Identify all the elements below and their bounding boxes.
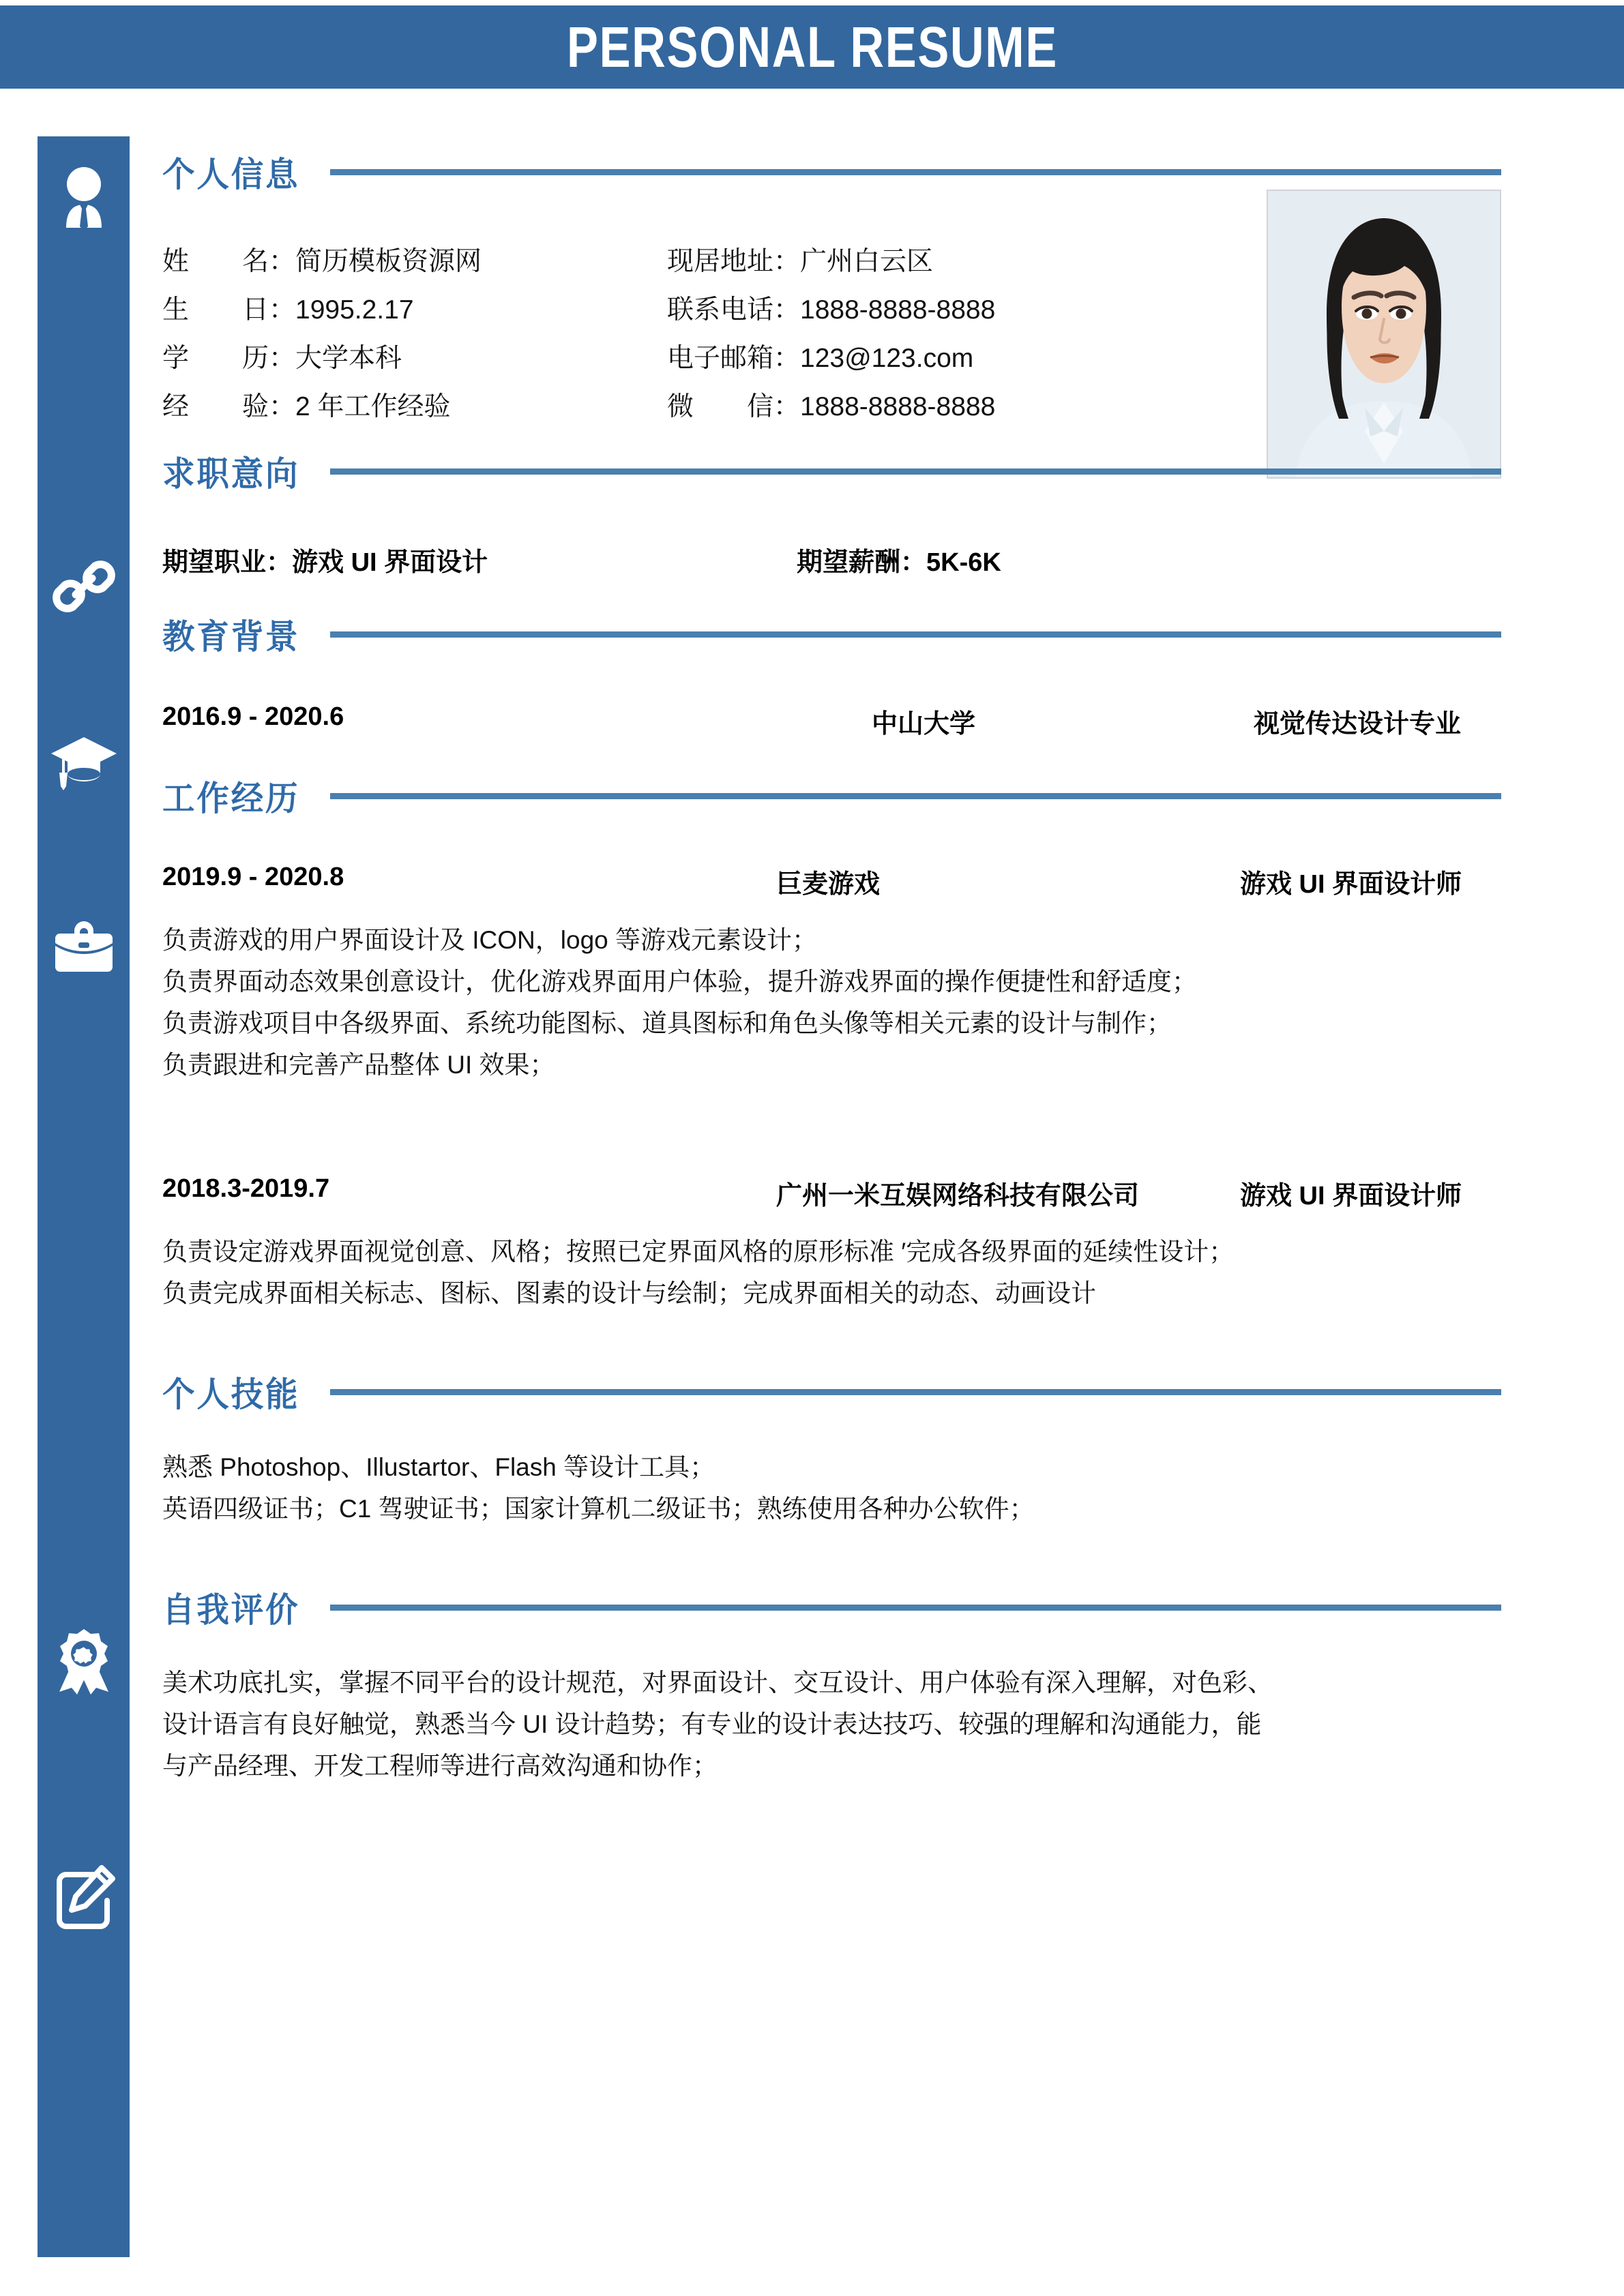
info-field-email — [667, 337, 973, 375]
work-duty: 负责界面动态效果创意设计，优化游戏界面用户体验，提升游戏界面的操作便捷性和舒适度； — [162, 968, 1197, 996]
info-label: 生 日： — [162, 295, 296, 325]
spacer — [130, 1077, 1624, 1143]
expected-position-label: 期望职业： — [162, 548, 293, 577]
info-value: 1888-8888-8888 — [800, 391, 996, 421]
info-field-birthday — [162, 288, 667, 327]
skill-item: 英语四级证书；C1 驾驶证书；国家计算机二级证书；熟练使用各种办公软件； — [162, 1495, 1035, 1523]
work-duty: 负责完成界面相关标志、图标、图素的设计与绘制；完成界面相关的动态、动画设计 — [162, 1279, 1096, 1307]
expected-position-value: 游戏 UI 界面设计 — [292, 548, 488, 577]
graduation-cap-icon — [38, 719, 130, 801]
personal-info-block — [130, 207, 1624, 436]
expected-salary — [797, 541, 1001, 578]
info-field-wechat — [667, 385, 995, 423]
info-value: 2 年工作经验 — [295, 391, 451, 421]
education-entry — [130, 670, 1624, 740]
info-value: 123@123.com — [800, 343, 974, 373]
section-rule — [330, 793, 1501, 799]
section-header-personal-skills — [130, 1356, 1624, 1427]
info-field-address — [667, 240, 933, 278]
info-field-education — [162, 337, 667, 375]
section-header-work-experience — [130, 760, 1624, 831]
work-role: 游戏 UI 界面设计师 — [1240, 870, 1462, 899]
self-evaluation-line: 与产品经理、开发工程师等进行高效沟通和协作； — [162, 1752, 718, 1780]
spacer — [130, 740, 1624, 760]
edit-pencil-icon — [38, 1858, 130, 1940]
resume-content — [130, 136, 1624, 1778]
spacer — [130, 578, 1624, 599]
section-title-work-experience: 工作经历 — [162, 779, 300, 818]
info-label: 经 验： — [162, 391, 296, 421]
work-date: 2019.9 - 2020.8 — [162, 863, 344, 891]
info-label: 电子邮箱： — [667, 343, 801, 373]
work-duty: 负责游戏的用户界面设计及 ICON，logo 等游戏元素设计； — [162, 926, 818, 954]
work-date: 2018.3-2019.7 — [162, 1174, 330, 1203]
skill-item: 熟悉 Photoshop、Illustartor、Flash 等设计工具； — [162, 1453, 715, 1481]
section-header-job-intention — [130, 436, 1624, 507]
link-chain-icon — [38, 546, 130, 627]
education-school: 中山大学 — [872, 710, 976, 739]
info-value: 广州白云区 — [800, 246, 934, 276]
section-rule — [330, 468, 1501, 475]
info-label: 现居地址： — [667, 246, 801, 276]
info-label: 姓 名： — [162, 246, 296, 276]
spacer — [130, 1521, 1624, 1572]
expected-position — [162, 541, 797, 578]
briefcase-icon — [38, 904, 130, 985]
work-entry-header — [130, 1143, 1624, 1212]
work-duty: 负责跟进和完善产品整体 UI 效果； — [162, 1051, 555, 1079]
person-tie-icon — [38, 158, 130, 240]
info-value: 1995.2.17 — [295, 295, 414, 325]
section-rule — [330, 169, 1501, 175]
info-label: 微 信： — [667, 391, 801, 421]
work-entry-header — [130, 831, 1624, 900]
work-company: 巨麦游戏 — [776, 870, 881, 899]
job-intention-row — [130, 507, 1624, 578]
spacer — [130, 1306, 1624, 1356]
info-value: 1888-8888-8888 — [800, 295, 996, 325]
education-major: 视觉传达设计专业 — [1254, 710, 1462, 739]
section-header-education — [130, 599, 1624, 670]
section-title-personal-skills: 个人技能 — [162, 1375, 300, 1414]
section-title-job-intention: 求职意向 — [162, 455, 300, 493]
info-field-phone — [667, 288, 995, 327]
header-banner — [0, 5, 1624, 89]
work-duty: 负责游戏项目中各级界面、系统功能图标、道具图标和角色头像等相关元素的设计与制作； — [162, 1009, 1172, 1037]
page-title: PERSONAL RESUME — [566, 15, 1058, 79]
section-rule — [330, 631, 1501, 638]
self-evaluation-line: 美术功底扎实，掌握不同平台的设计规范，对界面设计、交互设计、用户体验有深入理解，对色彩、 — [162, 1669, 1273, 1697]
section-header-self-evaluation — [130, 1572, 1624, 1643]
work-duty: 负责设定游戏界面视觉创意、风格；按照已定界面风格的原形标准 ′完成各级界面的延续性设计； — [162, 1238, 1235, 1266]
info-label: 联系电话： — [667, 295, 801, 325]
section-rule — [330, 1389, 1501, 1395]
expected-salary-value: 5K-6K — [926, 548, 1001, 577]
info-field-name — [162, 240, 667, 278]
section-rule — [330, 1605, 1501, 1611]
work-role: 游戏 UI 界面设计师 — [1240, 1182, 1462, 1210]
education-date: 2016.9 - 2020.6 — [162, 702, 344, 731]
expected-salary-label: 期望薪酬： — [797, 548, 927, 577]
section-title-self-evaluation: 自我评价 — [162, 1591, 300, 1629]
info-value: 大学本科 — [295, 343, 402, 373]
info-label: 学 历： — [162, 343, 296, 373]
work-company: 广州一米互娱网络科技有限公司 — [776, 1182, 1140, 1210]
award-ribbon-icon — [38, 1620, 130, 1701]
info-field-experience — [162, 385, 667, 423]
section-title-personal-info: 个人信息 — [162, 155, 300, 194]
self-evaluation-line: 设计语言有良好触觉，熟悉当今 UI 设计趋势；有专业的设计表达技巧、较强的理解和沟通能力，能 — [162, 1710, 1262, 1738]
section-title-education: 教育背景 — [162, 618, 300, 656]
info-value: 简历模板资源网 — [295, 246, 482, 276]
